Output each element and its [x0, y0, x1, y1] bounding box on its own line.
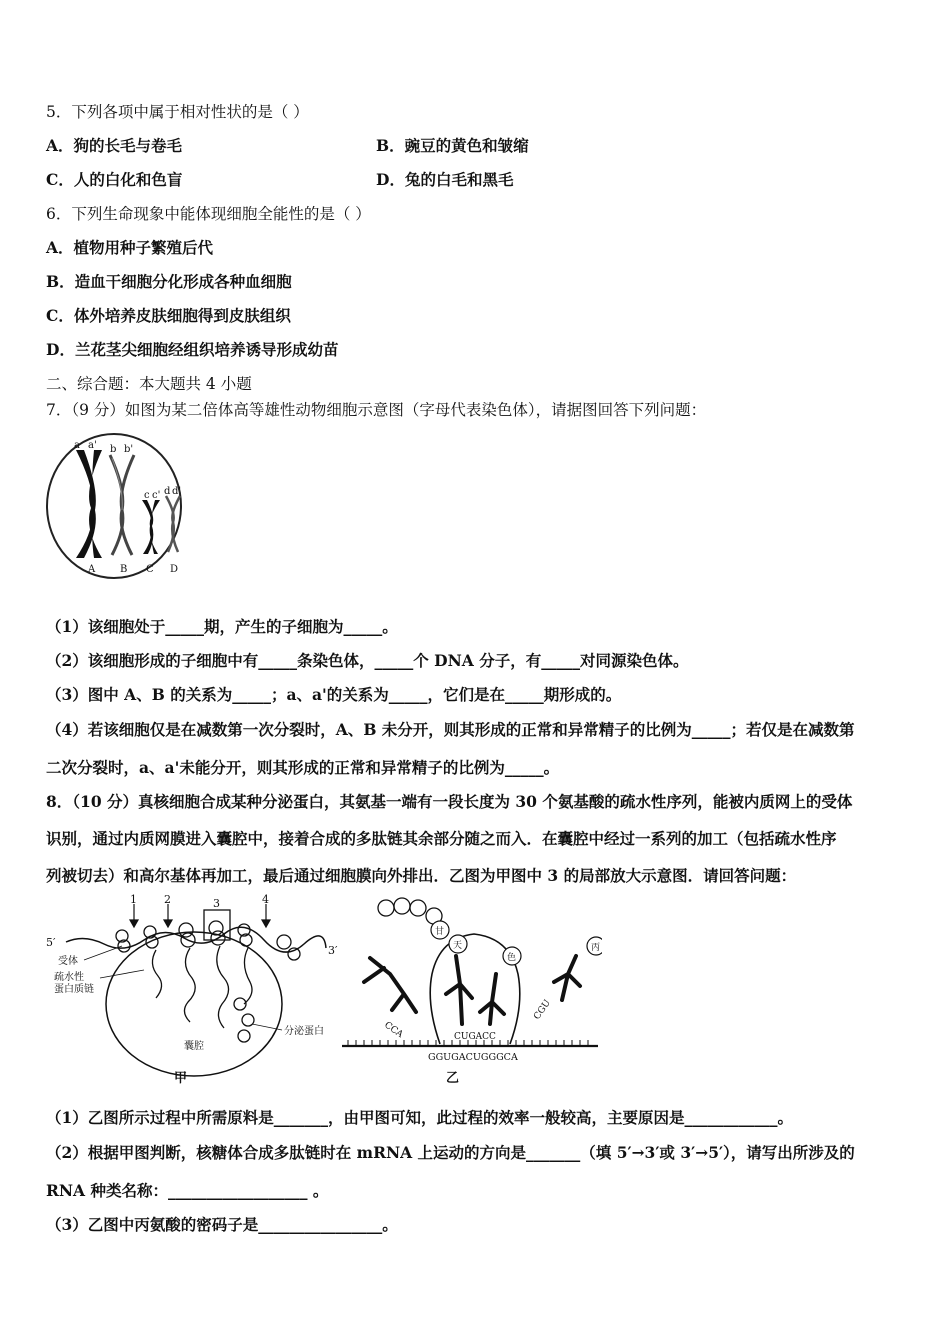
label-d: d [164, 486, 171, 497]
q5-option-d: D．兔的白毛和黑毛 [376, 170, 514, 189]
q6-option-a: A．植物用种子繁殖后代 [46, 238, 214, 257]
q8-stem-line3: 列被切去）和高尔基体再加工，最后通过细胞膜向外排出．乙图为甲图中 3 的局部放大示意图．请回答问题： [46, 866, 797, 885]
label-B: B [120, 564, 128, 575]
amino-acid-gly: 甘 [435, 927, 445, 937]
marker-2: 2 [164, 894, 171, 906]
chromosome-figure [44, 430, 186, 582]
q6-option-c: C．体外培养皮肤细胞得到皮肤组织 [46, 306, 291, 325]
figure-jia-er-translation [44, 894, 344, 1086]
figure-jia-caption: 甲 [174, 1071, 188, 1086]
label-d-prime: d' [172, 486, 182, 497]
amino-acid-trp: 色 [507, 953, 517, 963]
label-b-prime: b' [124, 444, 134, 455]
mrna-sequence: GGUGACUGGGCA [428, 1052, 518, 1063]
label-b: b [110, 444, 117, 455]
q6-option-d: D．兰花茎尖细胞经组织培养诱导形成幼苗 [46, 340, 339, 359]
anticodon-right: CGU [532, 998, 553, 1022]
section-2-title: 二、综合题：本大题共 4 小题 [46, 375, 252, 393]
hydrophobic-label-2: 蛋白质链 [54, 984, 94, 995]
q6-option-b: B．造血干细胞分化形成各种血细胞 [46, 272, 292, 291]
q8-stem-line2: 识别，通过内质网膜进入囊腔中，接着合成的多肽链其余部分随之而入．在囊腔中经过一系列的加工（包括疏水性序 [46, 829, 837, 848]
marker-3: 3 [213, 897, 220, 910]
amino-acid-ala: 丙 [591, 943, 601, 953]
q5-option-a: A．狗的长毛与卷毛 [46, 136, 183, 155]
figure-yi-trna-translation [340, 894, 602, 1086]
q7-sub4-line2: 二次分裂时，a、a'未能分开，则其形成的正常和异常精子的比例为_____。 [46, 758, 560, 777]
q7-sub4-line1: （4）若该细胞仅是在减数第一次分裂时，A、B 未分开，则其形成的正常和异常精子的比例为_____；若仅是在减数第 [46, 720, 855, 739]
label-c-prime: c' [152, 490, 161, 501]
q8-sub1: （1）乙图所示过程中所需原料是_______，由甲图可知，此过程的效率一般较高，主要原因是____________。 [46, 1108, 794, 1127]
marker-4: 4 [262, 894, 269, 906]
anticodon-center: CUGACC [454, 1032, 496, 1042]
q7-stem: 7．（9 分）如图为某二倍体高等雄性动物细胞示意图（字母代表染色体），请据图回答下列问题： [46, 401, 707, 419]
label-c: c [144, 490, 150, 501]
lumen-label: 囊腔 [184, 1041, 204, 1052]
q7-sub2: （2）该细胞形成的子细胞中有_____条染色体，_____个 DNA 分子，有_____对同源染色体。 [46, 651, 689, 670]
q5-option-b: B．豌豆的黄色和皱缩 [376, 136, 529, 155]
q7-sub3: （3）图中 A、B 的关系为_____；a、a'的关系为_____，它们是在_____期形成的。 [46, 685, 622, 704]
three-prime-label: 3′ [328, 944, 338, 957]
amino-acid-asp: 天 [453, 941, 463, 951]
secreted-protein-label: 分泌蛋白 [284, 1026, 324, 1037]
anticodon-left: CCA [382, 1020, 405, 1041]
q8-stem-line1: 8．（10 分）真核细胞合成某种分泌蛋白，其氨基一端有一段长度为 30 个氨基酸的疏水性序列，能被内质网上的受体 [46, 792, 853, 811]
marker-1: 1 [130, 894, 137, 906]
label-a: a [74, 440, 80, 451]
label-a-prime: a' [88, 440, 97, 451]
q8-sub3: （3）乙图中丙氨酸的密码子是________________。 [46, 1215, 398, 1234]
q5-stem: 5．下列各项中属于相对性状的是（ ） [46, 103, 309, 121]
label-D: D [170, 564, 179, 575]
receptor-label: 受体 [58, 956, 78, 967]
q8-sub2-line1: （2）根据甲图判断，核糖体合成多肽链时在 mRNA 上运动的方向是_______（填 5′→3′或 3′→5′），请写出所涉及的 [46, 1143, 855, 1162]
figure-yi-caption: 乙 [446, 1071, 460, 1086]
q7-sub1: （1）该细胞处于_____期，产生的子细胞为_____。 [46, 617, 398, 636]
q8-sub2-line2: RNA 种类名称：__________________ 。 [46, 1181, 329, 1200]
q6-stem: 6．下列生命现象中能体现细胞全能性的是（ ） [46, 205, 371, 223]
hydrophobic-label-1: 疏水性 [54, 972, 84, 983]
label-C: C [146, 564, 154, 575]
label-A: A [88, 564, 96, 575]
q5-option-c: C．人的白化和色盲 [46, 170, 183, 189]
five-prime-label: 5′ [46, 936, 56, 949]
